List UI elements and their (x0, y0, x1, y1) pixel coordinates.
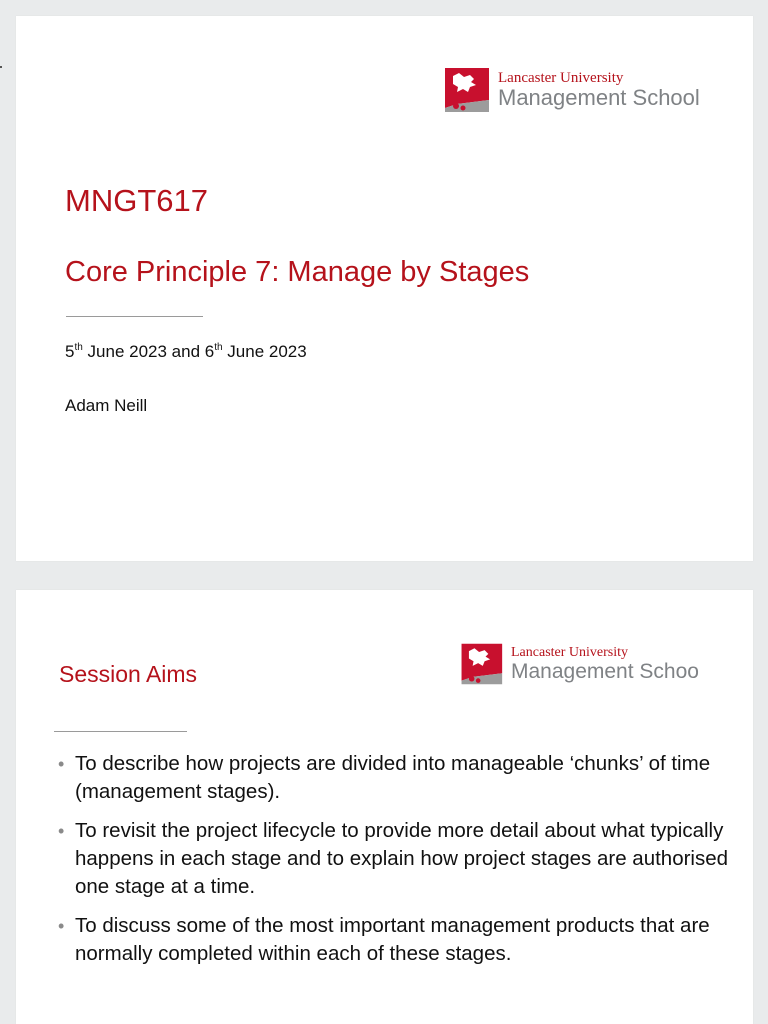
date-suffix2: th (214, 342, 223, 353)
aim-text: To describe how projects are divided into manageable ‘chunks’ of time (management stages). (75, 752, 711, 803)
logo-line-school: Management School (498, 85, 700, 111)
logo-line-school: Management Schoo (511, 660, 699, 684)
aims-list (58, 750, 748, 979)
date-day1: 5 (65, 342, 75, 361)
divider (54, 731, 187, 732)
slide-title: Core Principle 7: Manage by Stages (65, 256, 530, 288)
aim-text: To discuss some of the most important management products that are normally completed within each of these stages. (75, 914, 710, 965)
bullet-icon: • (58, 754, 65, 774)
aim-text: To revisit the project lifecycle to provide more detail about what typically happens in each stage and to explain how project stages are authorised one stage at a time. (75, 819, 729, 898)
list-item (58, 750, 748, 806)
lancaster-crest-icon (456, 640, 504, 688)
slide-title-page (16, 16, 753, 561)
divider (66, 316, 203, 317)
slide-session-aims (16, 590, 753, 1024)
bullet-icon: • (58, 916, 65, 936)
bullet-icon: • (58, 821, 65, 841)
margin-mark (0, 66, 2, 68)
slide-title: Session Aims (59, 661, 198, 687)
list-item (58, 912, 748, 968)
university-logo (439, 64, 700, 116)
date-middle: June 2023 and 6 (82, 342, 215, 361)
course-code: MNGT617 (65, 183, 208, 218)
logo-line-university: Lancaster University (498, 69, 624, 86)
lancaster-crest-icon (439, 64, 491, 116)
session-dates (65, 342, 307, 362)
date-suffix1: th (74, 342, 83, 353)
list-item (58, 817, 748, 901)
author-name: Adam Neill (65, 396, 148, 415)
date-end: June 2023 (222, 342, 307, 361)
university-logo (456, 640, 699, 688)
logo-line-university: Lancaster University (511, 644, 629, 660)
